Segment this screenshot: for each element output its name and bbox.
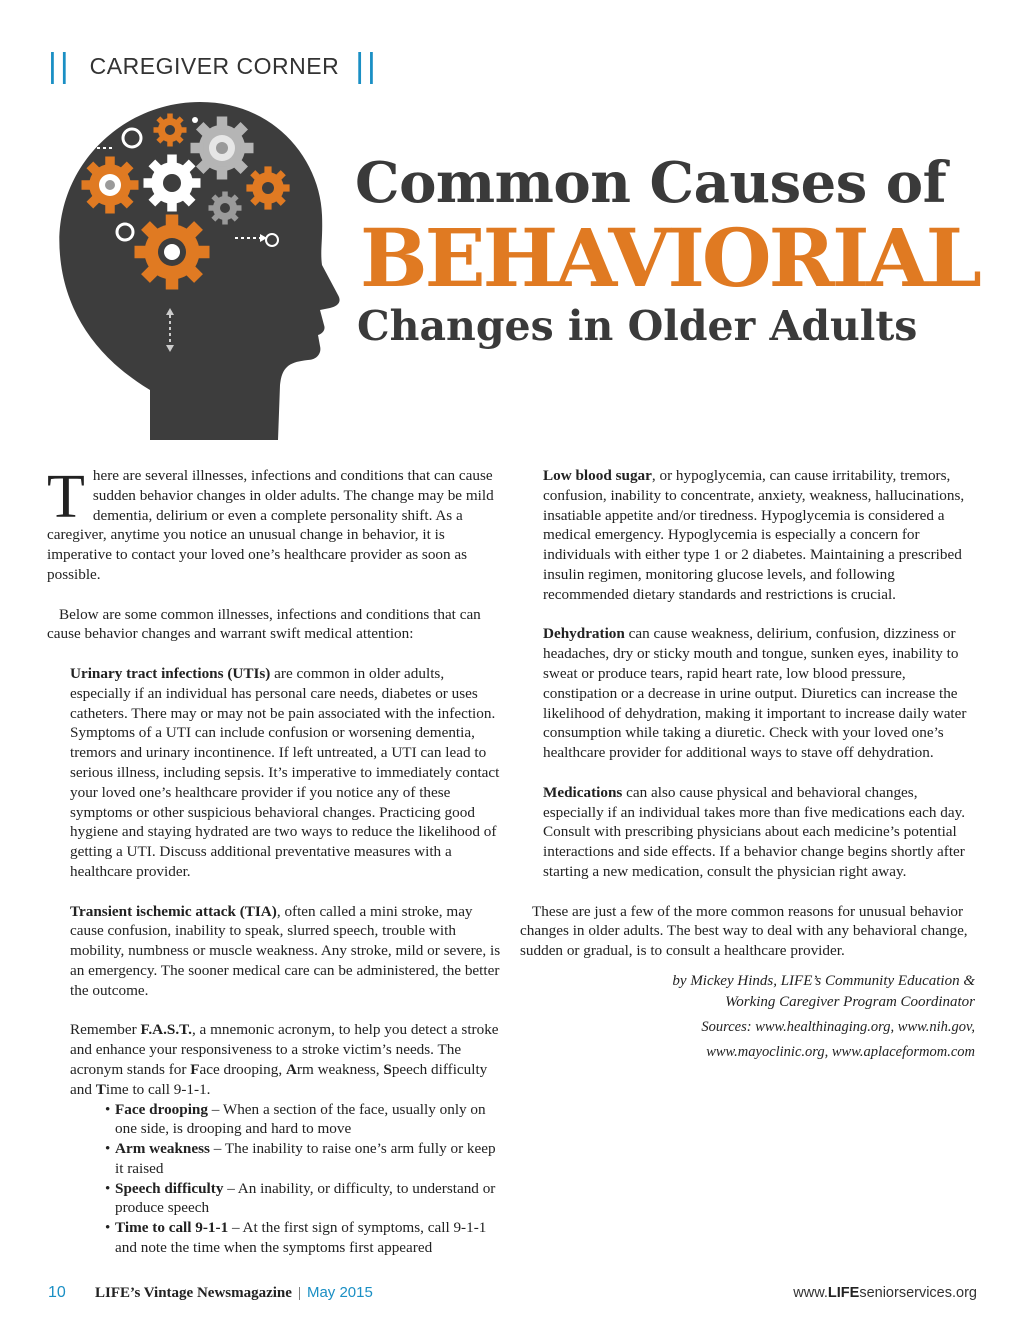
title-line-2: BEHAVIORIAL <box>360 211 979 305</box>
below-paragraph <box>47 605 503 645</box>
fast-bullet-list <box>47 1100 503 1258</box>
fast-rest-a: rm weakness, <box>296 1060 384 1078</box>
bullet-term: Face drooping <box>115 1100 208 1118</box>
list-item <box>115 1218 503 1258</box>
closing-paragraph <box>520 902 975 961</box>
website-prefix: www. <box>793 1285 828 1301</box>
section-header <box>48 46 379 86</box>
uti-paragraph <box>47 664 503 882</box>
fast-rest-s: peech difficulty and <box>70 1060 488 1098</box>
footer-separator: | <box>297 1285 301 1301</box>
head-with-gears-icon <box>40 90 350 440</box>
tia-term: Transient ischemic attack (TIA) <box>70 902 277 920</box>
below-text: Below are some common illnesses, infections and conditions that can cause behavior changes and warrant swift medical attention: <box>47 605 481 643</box>
right-column <box>520 466 975 1065</box>
dehydration-paragraph <box>520 624 975 763</box>
fast-letter-f: F <box>190 1060 200 1078</box>
sources-credit <box>520 1015 975 1065</box>
low-blood-sugar-term: Low blood sugar <box>543 467 652 484</box>
bullet-text: – At the first sign of symptoms, call 9-1-1 and note the time when the symptoms first appeared <box>115 1219 487 1257</box>
bullet-text: – An inability, or difficulty, to understand or produce speech <box>115 1179 496 1217</box>
fast-term: F.A.S.T. <box>140 1021 192 1039</box>
fast-rest-f: ace drooping, <box>199 1060 286 1078</box>
website-suffix: seniorservices.org <box>859 1285 977 1301</box>
title-line-1: Common Causes of <box>355 150 947 216</box>
bullet-term: Speech difficulty <box>115 1179 224 1197</box>
fast-post: , a mnemonic acronym, to help you detect a stroke and enhance your responsiveness to a stroke victim’s needs. The acronym stands for <box>70 1021 499 1078</box>
right-bars-divider: || <box>355 47 379 85</box>
fast-letter-s: S <box>383 1060 392 1078</box>
medications-paragraph <box>520 783 975 882</box>
page-number: 10 <box>48 1284 66 1301</box>
drop-cap: T <box>47 463 85 531</box>
left-bars-divider: || <box>48 47 72 85</box>
dehydration-term: Dehydration <box>543 625 625 643</box>
fast-letter-t: T <box>95 1080 106 1098</box>
list-item <box>115 1139 503 1179</box>
tia-text: , often called a mini stroke, may cause confusion, inability to speak, slurred speech, trouble with mobility, numbness or muscle weakness. Any stroke, mild or severe, is an emergency. The sooner medical care can be administered, the better the outcome. <box>70 902 501 999</box>
website-link[interactable] <box>793 1285 977 1301</box>
sources-line-2: www.mayoclinic.org, www.aplaceformom.com <box>706 1043 975 1060</box>
magazine-name: LIFE’s Vintage Newsmagazine <box>95 1285 292 1301</box>
list-item <box>115 1100 503 1140</box>
bullet-term: Arm weakness <box>115 1140 210 1158</box>
low-blood-sugar-paragraph <box>520 466 975 605</box>
website-brand: LIFE <box>827 1285 860 1301</box>
sources-line-1: Sources: www.healthinaging.org, www.nih.gov, <box>701 1018 975 1035</box>
dehydration-text: can cause weakness, delirium, confusion, dizziness or headaches, dry or sticky mouth and tongue, sunken eyes, inability to sweat or produce tears, rapid heart rate, low blood pressure, constipation or a decrease in urine output. Diuretics can increase the likelihood of dehydration, making it important to increase daily water consumption while taking a diuretic. Check with your loved one’s healthcare provider for additional ways to stave off dehydration. <box>543 625 967 762</box>
byline-line-2: Working Caregiver Program Coordinator <box>725 993 975 1010</box>
fast-letter-a: A <box>285 1060 297 1078</box>
medications-term: Medications <box>543 783 623 801</box>
magazine-name-line <box>95 1284 373 1302</box>
left-column <box>47 463 503 1258</box>
medications-text: can also cause physical and behavioral changes, especially if an individual takes more than five medications each day. Consult with prescribing physicians about each medicine’s potential interactions and side effects. If a behavior change begins shortly after starting a new medication, consult the physician right away. <box>543 783 966 880</box>
fast-rest-t: ime to call 9-1-1. <box>105 1080 211 1098</box>
issue-date: May 2015 <box>306 1284 373 1301</box>
closing-text: These are just a few of the more common reasons for unusual behavior changes in older adults. The best way to deal with any behavioral change, sudden or gradual, is to consult a healthcare provider. <box>520 902 968 960</box>
bullet-term: Time to call 9-1-1 <box>115 1219 229 1237</box>
article-title <box>355 150 995 352</box>
section-label: CAREGIVER CORNER <box>89 52 340 79</box>
list-item <box>115 1179 503 1219</box>
byline-line-1: by Mickey Hinds, LIFE’s Community Education & <box>672 972 975 989</box>
fast-paragraph <box>47 1020 503 1099</box>
tia-paragraph <box>47 902 503 1001</box>
title-line-3: Changes in Older Adults <box>357 302 918 350</box>
uti-text: are common in older adults, especially if an individual has personal care needs, diabetes or uses catheters. There may or may not be pain associated with the infection. Symptoms of a UTI can include confusion or worsening dementia, tremors and urinary incontinence. If left untreated, a UTI can lead to serious illness, including sepsis. It’s imperative to immediately contact your loved one’s healthcare provider if you notice any of these symptoms or other suspicious behavioral changes. Practicing good hygiene and staying hydrated are two ways to reduce the likelihood of getting a UTI. Discuss additional preventative measures with a healthcare provider. <box>70 664 500 880</box>
bullet-text: – When a section of the face, usually only on one side, is drooping and hard to move <box>115 1100 486 1138</box>
page-footer <box>0 1282 1024 1306</box>
uti-term: Urinary tract infections (UTIs) <box>70 664 271 682</box>
intro-text: here are several illnesses, infections and conditions that can cause sudden behavior changes in older adults. The change may be mild dementia, delirium or even a complete personality shift. As a caregiver, anytime you notice an unusual change in behavior, it is imperative to contact your loved one’s healthcare provider as soon as possible. <box>47 467 494 583</box>
bullet-text: – The inability to raise one’s arm fully or keep it raised <box>115 1140 496 1177</box>
low-blood-sugar-text: , or hypoglycemia, can cause irritability, tremors, confusion, inability to concentrate, anxiety, weakness, hallucinations, insatiable appetite and/or tiredness. Hypoglycemia is considered a medical emergency. Hypoglycemia is especially a concern for individuals with either type 1 or 2 diabetes. Maintaining a prescribed insulin regimen, monitoring glucose levels, and following recommended dietary standards and restrictions is crucial. <box>543 467 965 603</box>
author-byline <box>520 971 975 1013</box>
fast-pre: Remember <box>70 1021 141 1039</box>
intro-paragraph <box>47 463 503 585</box>
